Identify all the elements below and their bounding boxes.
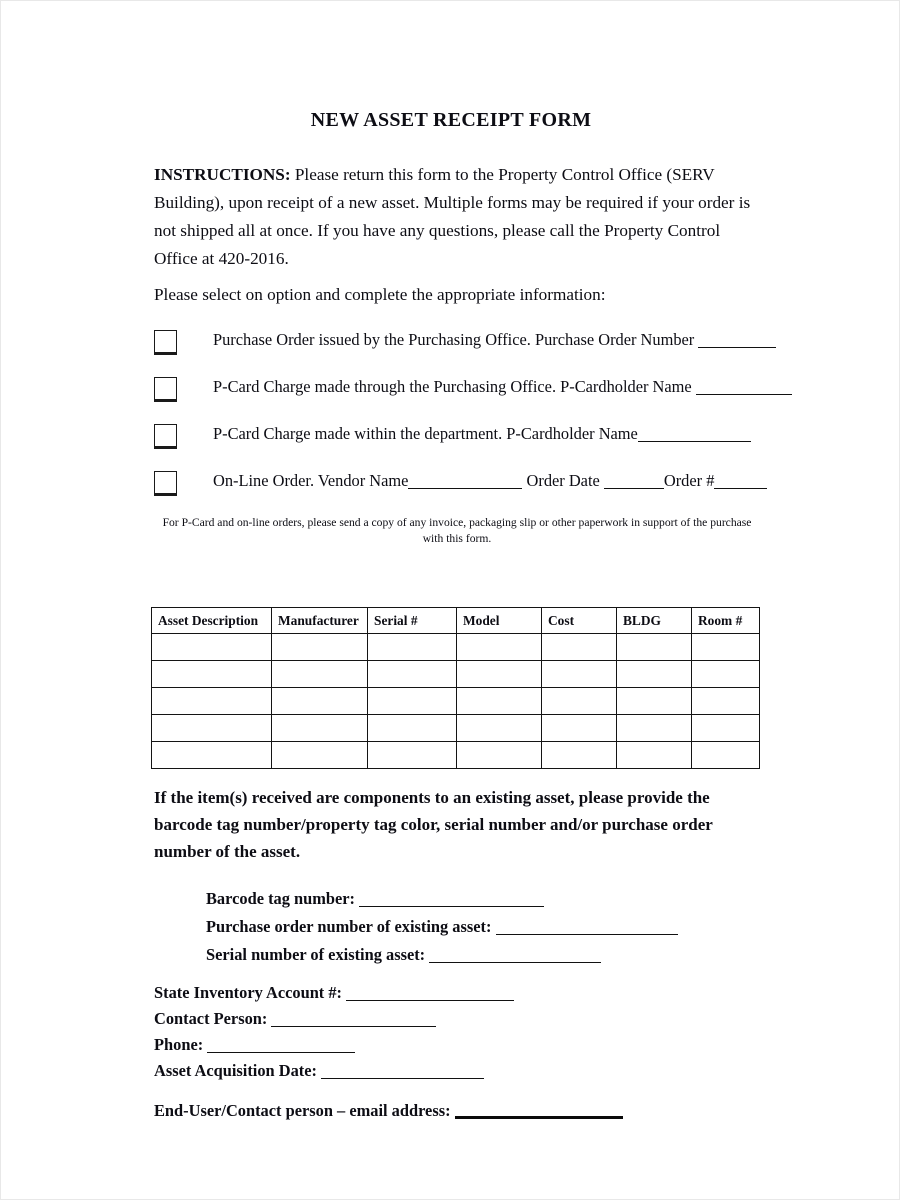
blank-contact-person[interactable]	[271, 1026, 436, 1027]
label-asset-acquisition-date: Asset Acquisition Date:	[154, 1060, 322, 1080]
cell-cost[interactable]	[542, 715, 617, 742]
label-serial-number-existing: Serial number of existing asset:	[206, 945, 430, 965]
blank-end-user-email[interactable]	[455, 1116, 623, 1119]
blank-order-number[interactable]	[714, 488, 767, 489]
cell-cost[interactable]	[542, 661, 617, 688]
option-label-p-card-through-purchasing: P-Card Charge made through the Purchasing Office. P-Cardholder Name	[213, 375, 792, 396]
label-barcode-tag-number: Barcode tag number:	[206, 889, 360, 908]
checkbox-p-card-within-department[interactable]	[154, 424, 177, 449]
cell-manufacturer[interactable]	[272, 661, 368, 688]
cell-bldg[interactable]	[617, 715, 692, 742]
table-row[interactable]	[152, 634, 760, 661]
cell-cost[interactable]	[542, 742, 617, 769]
blank-p-cardholder-name-department[interactable]	[638, 441, 751, 442]
cell-bldg[interactable]	[617, 742, 692, 769]
blank-barcode-tag-number[interactable]	[359, 906, 544, 907]
cell-manufacturer[interactable]	[272, 715, 368, 742]
field-asset-acquisition-date	[154, 1058, 514, 1084]
components-note: If the item(s) received are components to an existing asset, please provide the barcode tag number/property tag color, serial number and/or purchase order number of the asset.	[154, 788, 713, 861]
label-purchase-order-number-existing: Purchase order number of existing asset:	[206, 917, 496, 937]
blank-order-date[interactable]	[604, 488, 664, 489]
cell-model[interactable]	[457, 688, 542, 715]
cell-manufacturer[interactable]	[272, 742, 368, 769]
cell-bldg[interactable]	[617, 661, 692, 688]
cell-manufacturer[interactable]	[272, 634, 368, 661]
cell-bldg[interactable]	[617, 634, 692, 661]
column-header-asset-description: Asset Description	[152, 608, 272, 634]
existing-asset-fields	[206, 885, 678, 970]
checkbox-p-card-through-purchasing[interactable]	[154, 377, 177, 402]
blank-phone[interactable]	[207, 1052, 355, 1053]
blank-vendor-name[interactable]	[408, 488, 522, 489]
cell-room-number[interactable]	[692, 742, 760, 769]
cell-room-number[interactable]	[692, 634, 760, 661]
field-barcode-tag-number	[206, 885, 678, 913]
cell-serial-number[interactable]	[368, 715, 457, 742]
asset-table	[151, 607, 760, 769]
column-header-room-number: Room #	[692, 608, 760, 634]
cell-manufacturer[interactable]	[272, 688, 368, 715]
cell-serial-number[interactable]	[368, 634, 457, 661]
cell-asset-description[interactable]	[152, 688, 272, 715]
cell-serial-number[interactable]	[368, 688, 457, 715]
select-option-line: Please select on option and complete the appropriate information:	[154, 285, 606, 304]
cell-model[interactable]	[457, 742, 542, 769]
column-header-serial-number: Serial #	[368, 608, 457, 634]
option-label-on-line-order: On-Line Order. Vendor Name Order Date Order #	[213, 469, 767, 490]
cell-room-number[interactable]	[692, 715, 760, 742]
table-row[interactable]	[152, 688, 760, 715]
checkbox-purchase-order[interactable]	[154, 330, 177, 355]
label-end-user-email: End-User/Contact person – email address:	[154, 1101, 455, 1120]
cell-model[interactable]	[457, 634, 542, 661]
fineprint-note: For P-Card and on-line orders, please send a copy of any invoice, packaging slip or other paperwork in support of the purchase with this form.	[162, 516, 752, 545]
cell-model[interactable]	[457, 661, 542, 688]
label-state-inventory-account: State Inventory Account #:	[154, 983, 347, 1002]
cell-bldg[interactable]	[617, 688, 692, 715]
cell-asset-description[interactable]	[152, 715, 272, 742]
field-end-user-email	[154, 1101, 623, 1121]
option-label-p-card-within-department: P-Card Charge made within the department. P-Cardholder Name	[213, 422, 751, 443]
blank-asset-acquisition-date[interactable]	[321, 1078, 484, 1079]
cell-model[interactable]	[457, 715, 542, 742]
option-row-on-line-order[interactable]	[154, 469, 774, 516]
cell-asset-description[interactable]	[152, 634, 272, 661]
checkbox-on-line-order[interactable]	[154, 471, 177, 496]
blank-state-inventory-account[interactable]	[346, 1000, 514, 1001]
blank-p-cardholder-name-purchasing[interactable]	[696, 394, 792, 395]
column-header-cost: Cost	[542, 608, 617, 634]
blank-purchase-order-number[interactable]	[698, 347, 776, 348]
blank-serial-number-existing[interactable]	[429, 962, 601, 963]
page-title: NEW ASSET RECEIPT FORM	[310, 109, 592, 131]
field-phone	[154, 1032, 514, 1058]
cell-cost[interactable]	[542, 688, 617, 715]
cell-cost[interactable]	[542, 634, 617, 661]
cell-serial-number[interactable]	[368, 742, 457, 769]
label-phone: Phone:	[154, 1034, 208, 1054]
field-serial-number-existing	[206, 941, 678, 969]
field-state-inventory-account	[154, 980, 514, 1006]
field-purchase-order-number-existing	[206, 913, 678, 941]
column-header-model: Model	[457, 608, 542, 634]
cell-serial-number[interactable]	[368, 661, 457, 688]
option-row-purchase-order[interactable]	[154, 328, 774, 375]
option-row-p-card-within-department[interactable]	[154, 422, 774, 469]
blank-purchase-order-number-existing[interactable]	[496, 934, 678, 935]
table-row[interactable]	[152, 742, 760, 769]
cell-asset-description[interactable]	[152, 661, 272, 688]
instructions-paragraph	[154, 161, 764, 272]
option-row-p-card-through-purchasing[interactable]	[154, 375, 774, 422]
table-row[interactable]	[152, 661, 760, 688]
cell-room-number[interactable]	[692, 661, 760, 688]
table-header-row	[152, 608, 760, 634]
table-row[interactable]	[152, 715, 760, 742]
label-contact-person: Contact Person:	[154, 1008, 272, 1028]
column-header-manufacturer: Manufacturer	[272, 608, 368, 634]
contact-fields	[154, 980, 514, 1084]
options-group	[154, 328, 774, 516]
instructions-label: INSTRUCTIONS:	[154, 165, 291, 184]
cell-room-number[interactable]	[692, 688, 760, 715]
option-label-purchase-order: Purchase Order issued by the Purchasing Office. Purchase Order Number	[213, 328, 776, 349]
instructions-body: Please return this form to the Property Control Office (SERV Building), upon receipt of a new asset. Multiple forms may be required if your order is not shipped all at once. If you have any questions, please call the Property Control Office at 420-2016.	[154, 165, 751, 268]
column-header-bldg: BLDG	[617, 608, 692, 634]
field-contact-person	[154, 1006, 514, 1032]
cell-asset-description[interactable]	[152, 742, 272, 769]
